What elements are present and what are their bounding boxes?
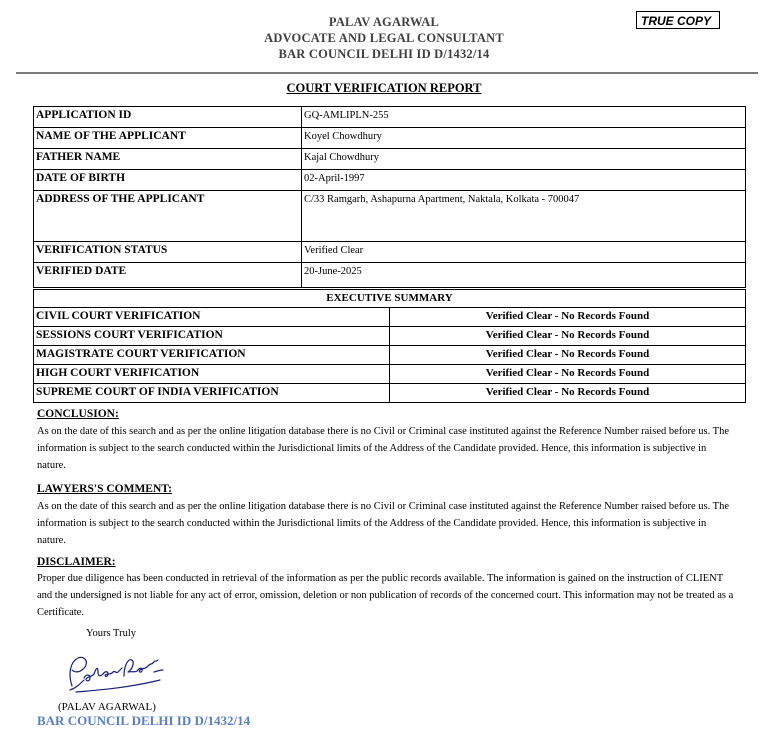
table-row — [34, 308, 746, 327]
detail-value: Kajal Chowdhury — [302, 149, 746, 170]
detail-value: Verified Clear — [302, 242, 746, 263]
table-row — [34, 107, 746, 128]
detail-value: 02-April-1997 — [302, 170, 746, 191]
table-row — [34, 384, 746, 403]
table-row — [34, 263, 746, 288]
yours-truly: Yours Truly — [86, 628, 137, 639]
true-copy-stamp: TRUE COPY — [636, 11, 720, 29]
summary-value: Verified Clear - No Records Found — [390, 384, 746, 403]
header-divider — [16, 72, 758, 74]
detail-label: VERIFICATION STATUS — [34, 242, 302, 263]
detail-label: FATHER NAME — [34, 149, 302, 170]
summary-heading: EXECUTIVE SUMMARY — [34, 290, 746, 308]
detail-value: Koyel Chowdhury — [302, 128, 746, 149]
conclusion-text: As on the date of this search and as per the online litigation database there is no Civil or Criminal case instituted against the Reference Number raised before us. The information is subject to the search conducted within the Jurisdictional limits of the Address of the Candidate provided. Hence, this information is subjective in nature. — [37, 426, 730, 471]
table-row — [34, 149, 746, 170]
summary-label: SUPREME COURT OF INDIA VERIFICATION — [34, 384, 390, 403]
header-designation: ADVOCATE AND LEGAL CONSULTANT — [264, 31, 504, 45]
table-row — [34, 242, 746, 263]
table-row — [34, 365, 746, 384]
summary-label: CIVIL COURT VERIFICATION — [34, 308, 390, 327]
detail-label: DATE OF BIRTH — [34, 170, 302, 191]
table-row — [34, 290, 746, 308]
table-row — [34, 346, 746, 365]
summary-value: Verified Clear - No Records Found — [390, 346, 746, 365]
disclaimer-text: Proper due diligence has been conducted in retrieval of the information as per the public records available. The information is gained on the instruction of CLIENT and the undersigned is not liable for any act of error, omission, deletion or non publication of records of the concerned court. This information may not be treated as a Certificate. — [37, 573, 734, 618]
signatory-name: (PALAV AGARWAL) — [58, 701, 156, 713]
detail-label: NAME OF THE APPLICANT — [34, 128, 302, 149]
detail-label: VERIFIED DATE — [34, 263, 302, 288]
detail-label: APPLICATION ID — [34, 107, 302, 128]
disclaimer-heading: DISCLAIMER: — [37, 556, 116, 568]
table-row — [34, 170, 746, 191]
signature-image — [58, 650, 168, 703]
table-row — [34, 128, 746, 149]
lawyers-comment-text: As on the date of this search and as per the online litigation database there is no Civil or Criminal case instituted against the Reference Number raised before us. The information is subject to the search conducted within the Jurisdictional limits of the Address of the Candidate provided. Hence, this information is subjective in nature. — [37, 501, 730, 546]
summary-value: Verified Clear - No Records Found — [390, 308, 746, 327]
detail-value: 20-June-2025 — [302, 263, 746, 288]
detail-value: GQ-AMLIPLN-255 — [302, 107, 746, 128]
footer-bar-council: BAR COUNCIL DELHI ID D/1432/14 — [37, 713, 251, 728]
lawyers-comment-heading: LAWYERS'S COMMENT: — [37, 483, 172, 495]
detail-label: ADDRESS OF THE APPLICANT — [34, 191, 302, 242]
summary-label: MAGISTRATE COURT VERIFICATION — [34, 346, 390, 365]
summary-label: HIGH COURT VERIFICATION — [34, 365, 390, 384]
applicant-details-table — [33, 106, 746, 288]
executive-summary-table — [33, 289, 746, 403]
header-name: PALAV AGARWAL — [328, 15, 440, 29]
conclusion-heading: CONCLUSION: — [37, 408, 119, 420]
summary-value: Verified Clear - No Records Found — [390, 365, 746, 384]
detail-value: C/33 Ramgarh, Ashapurna Apartment, Naktala, Kolkata - 700047 — [302, 191, 746, 242]
summary-label: SESSIONS COURT VERIFICATION — [34, 327, 390, 346]
table-row — [34, 191, 746, 242]
header-bar-council: BAR COUNCIL DELHI ID D/1432/14 — [278, 47, 490, 61]
table-row — [34, 327, 746, 346]
summary-value: Verified Clear - No Records Found — [390, 327, 746, 346]
report-title: COURT VERIFICATION REPORT — [286, 81, 482, 95]
